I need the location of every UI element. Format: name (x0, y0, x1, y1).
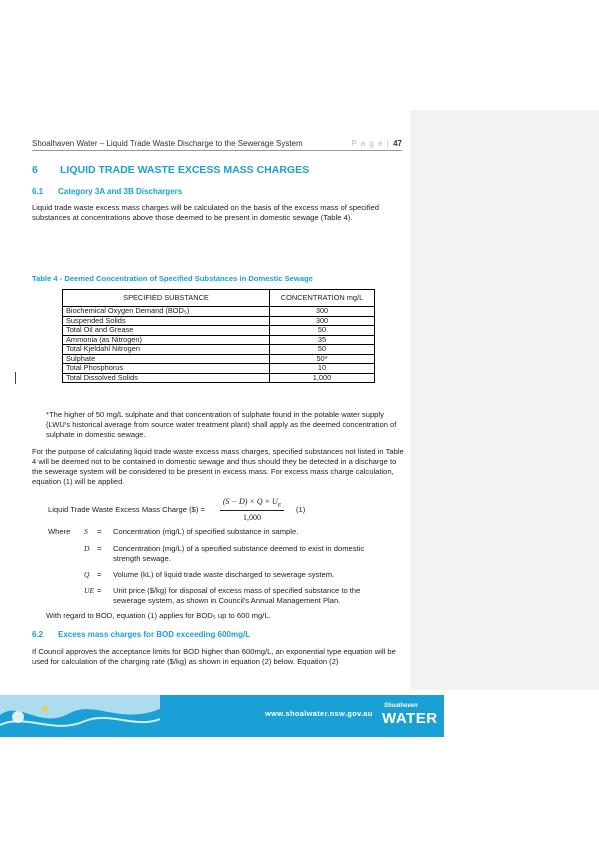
paragraph-intro: Liquid trade waste excess mass charges will be calculated on the basis of the excess mass of specified substances at concentrations above those deemed to be present in domestic sewage (Table 4). (32, 203, 379, 222)
table-caption: Table 4 - Deemed Concentration of Specified Substances in Domestic Sewage (32, 274, 313, 283)
footer-url: www.shoalwater.nsw.gov.au (265, 709, 373, 718)
page-number-label: P a g e | 47 (351, 139, 402, 148)
table-footnote: *The higher of 50 mg/L sulphate and that concentration of sulphate found in the potable water supply (LWU's historical average from source water treatment plant) shall apply as the deemed concentration of sulphate in domestic sewage. (46, 410, 397, 439)
substance-table (62, 289, 375, 383)
table-row: Ammonia (as Nitrogen) 35 (63, 335, 375, 345)
table-header-substance: SPECIFIED SUBSTANCE (63, 290, 270, 307)
equation-1 (48, 497, 388, 523)
wave-decoration-icon (0, 695, 160, 737)
where-label: Where (48, 527, 71, 536)
table-row: Suspended Solids 300 (63, 316, 375, 326)
paragraph-bod-exceeding: If Council approves the acceptance limits for BOD higher than 600mg/L, an exponential type equation will be used for calculation of the charging rate ($/kg) as shown in equation (2) below. Equation (2) (32, 647, 396, 666)
table-row: Sulphate 50* (63, 354, 375, 364)
equation-denominator: 1,000 (243, 512, 261, 522)
subsection-heading-6-2: 6.2 Excess mass charges for BOD exceeding 600mg/L (32, 630, 251, 639)
equation-fraction (220, 497, 284, 522)
equation-numerator-subscript: E (277, 502, 282, 509)
shoalhaven-water-logo: WATER (382, 710, 438, 727)
table-row: Biochemical Oxygen Demand (BOD₅) 300 (63, 307, 375, 317)
section-heading: 6 LIQUID TRADE WASTE EXCESS MASS CHARGES (32, 164, 310, 176)
page-header (32, 139, 402, 148)
paragraph-excess-mass: For the purpose of calculating liquid trade waste excess mass charges, specified substances not listed in Table 4 will be deemed not to be contained in domestic sewage and thus should they be detected in a discharge to the sewerage system will be considered to be present in excess mass. For excess mass charge calculation, equation (1) will be applied. (32, 447, 404, 486)
table-row: Total Phosphorus 10 (63, 364, 375, 374)
text-cursor (15, 372, 16, 384)
table-row: Total Oil and Grease 50 (63, 326, 375, 336)
page-footer-banner (0, 695, 444, 737)
paragraph-bod-note: With regard to BOD, equation (1) applies for BOD₅ up to 600 mg/L. (46, 611, 271, 620)
table-row: Total Dissolved Solids 1,000 (63, 373, 375, 383)
header-divider (32, 150, 402, 151)
table-row: Total Kjeldahl Nitrogen 50 (63, 345, 375, 355)
comment-margin-panel (410, 110, 599, 690)
equation-label: Liquid Trade Waste Excess Mass Charge ($) = (48, 505, 205, 514)
subsection-heading-6-1: 6.1 Category 3A and 3B Dischargers (32, 187, 183, 196)
equation-numerator: (S − D) × Q × U (222, 497, 278, 506)
table-header-concentration: CONCENTRATION mg/L (270, 290, 375, 307)
equation-number: (1) (296, 505, 306, 514)
header-title: Shoalhaven Water – Liquid Trade Waste Discharge to the Sewerage System (32, 139, 303, 148)
page-number: 47 (393, 139, 402, 148)
logo-text-small: Shoalhaven (384, 703, 418, 709)
